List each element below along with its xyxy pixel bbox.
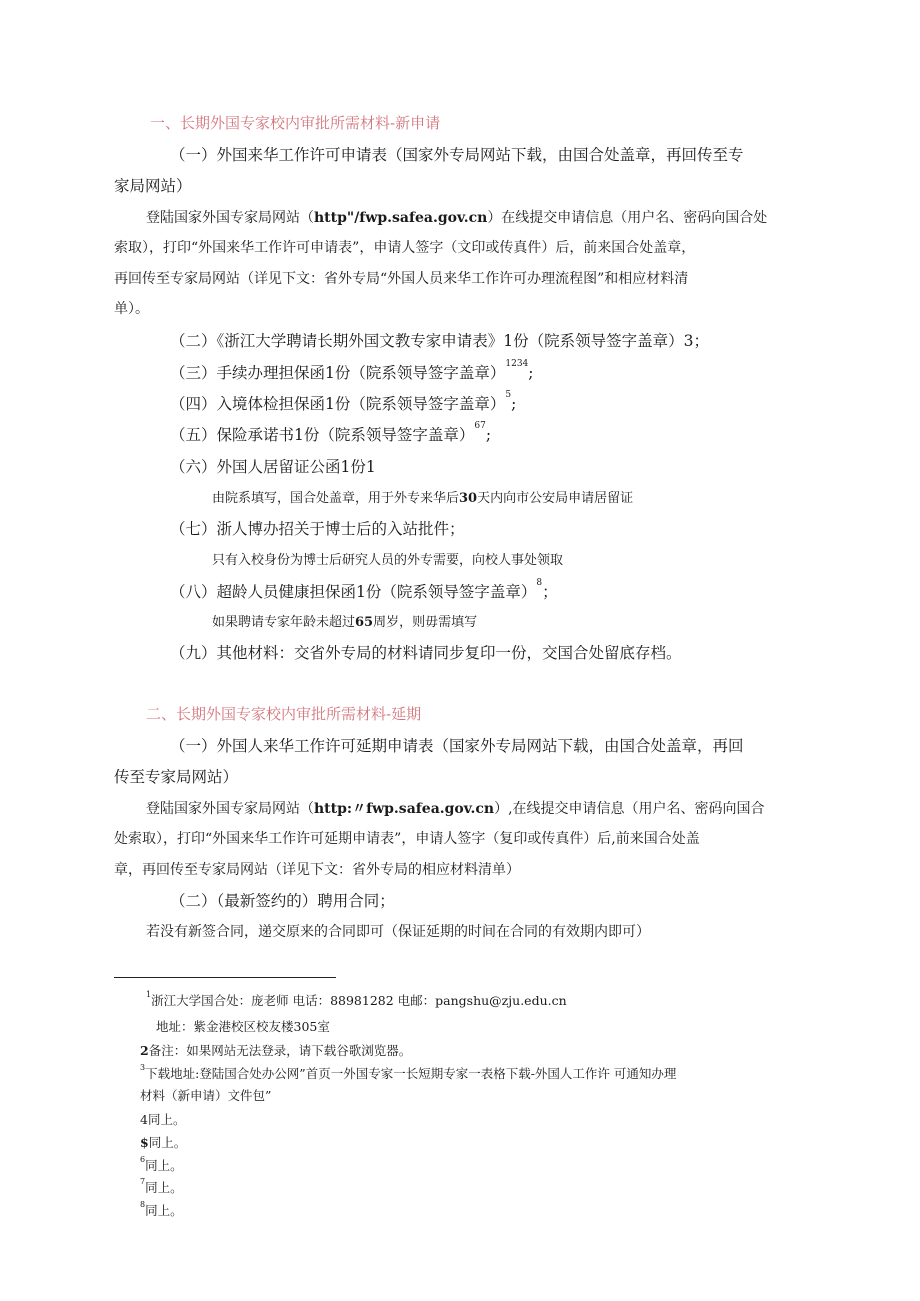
s1-item8 <box>170 580 558 602</box>
footnote-separator <box>114 977 336 978</box>
footnote-1-marker: 1 <box>146 990 152 999</box>
s1-item3-footnote-ref: 1234 <box>505 359 529 369</box>
s2-item1-title-line1: （一）外国人来华工作许可延期申请表（国家外专局网站下载，由国合处盖章，再回 <box>170 737 744 755</box>
s2-item1-paragraph-line2: 处索取），打印“外国来华工作许可延期申请表”，申请人签字（复印或传真件）后,前来国合处盖 <box>114 831 700 847</box>
s1-item1-text-pre: 登陆国家外国专家局网站（ <box>146 210 314 226</box>
s2-item1-text-post: ）,在线提交申请信息（用户名、密码向国合 <box>494 801 765 817</box>
s1-item1-paragraph-line1 <box>146 207 767 227</box>
footnote-2 <box>140 1041 411 1059</box>
s1-item1-paragraph-line2: 索取），打印“外国来华工作许可申请表”，申请人签字（文印或传真件）后，前来国合处盖章， <box>114 240 696 256</box>
footnote-8-marker: 8 <box>140 1200 146 1209</box>
footnote-6-marker: 6 <box>140 1155 146 1164</box>
s1-item8-text: （八）超龄人员健康担保函1份（院系领导签字盖章） <box>170 583 537 601</box>
s1-item1-url: http"/fwp.safea.gov.cn <box>314 210 488 226</box>
s2-item1-paragraph-line1 <box>146 798 765 818</box>
section2-heading: 二、长期外国专家校内审批所需材料-延期 <box>146 705 422 723</box>
s2-note: 若没有新签合同，递交原来的合同即可（保证延期的时间在合同的有效期内即可） <box>146 924 650 940</box>
s1-item3 <box>170 361 534 383</box>
s1-item5-text: （五）保险承诺书1份（院系领导签字盖章） <box>170 426 475 444</box>
s1-item1-title-line1: （一）外国来华工作许可申请表（国家外专局网站下载，由国合处盖章，再回传至专 <box>170 146 744 164</box>
footnote-8-text: 同上。 <box>145 1203 183 1218</box>
s1-item4-footnote-ref: 5 <box>505 390 512 400</box>
footnote-2-marker: 2 <box>140 1043 149 1058</box>
s1-item1-text-post: ）在线提交申请信息（用户名、密码向国合处 <box>487 210 768 226</box>
s2-item1-title-line2: 传至专家局网站） <box>114 768 239 786</box>
footnote-4: 4同上。 <box>140 1112 186 1127</box>
s1-item7: （七）浙人博办招关于博士后的入站批件； <box>170 520 465 538</box>
footnote-1-text: 浙江大学国合处：庞老师 电话：88981282 电邮：pangshu@zju.edu.cn <box>151 993 567 1008</box>
s1-item4-text: （四）入境体检担保函1份（院系领导签字盖章） <box>170 395 506 413</box>
s2-item1-paragraph-line3: 章，再回传至专家局网站（详见下文：省外专局的相应材料清单） <box>114 862 520 878</box>
footnote-3-marker: 3 <box>140 1063 146 1072</box>
footnote-5-marker: $ <box>140 1135 149 1150</box>
s1-item8-note-post: 周岁，则毋需填写 <box>373 615 478 630</box>
s1-item8-end: ； <box>542 583 558 601</box>
s1-item6-note <box>212 487 633 506</box>
s1-item4 <box>170 392 516 414</box>
s1-item4-end: ; <box>511 395 517 413</box>
s1-item1-paragraph-line4: 单）。 <box>114 301 149 317</box>
s1-item3-text: （三）手续办理担保函1份（院系领导签字盖章） <box>170 364 506 382</box>
footnote-1-address: 地址：紫金港校区校友楼305室 <box>156 1019 330 1034</box>
footnote-5 <box>140 1133 186 1151</box>
s1-item8-note <box>212 611 477 630</box>
footnote-3-text-cont: 可通知办理 <box>613 1066 677 1081</box>
footnote-6-text: 同上。 <box>145 1158 183 1173</box>
s1-item8-note-age: 65 <box>355 615 374 630</box>
s1-item1-title-line2: 家局网站） <box>114 177 192 195</box>
s1-item7-note: 只有入校身份为博士后研究人员的外专需要，向校人事处领取 <box>212 553 564 568</box>
s1-item5-footnote-ref: 67 <box>474 421 486 431</box>
s1-item5 <box>170 423 491 445</box>
s1-item6-note-days: 30 <box>459 491 478 506</box>
s1-item6: （六）外国人居留证公函1份1 <box>170 458 376 476</box>
s1-item6-note-post: 天内向市公安局申请居留证 <box>477 491 634 506</box>
footnote-2-text: 备注：如果网站无法登录，请下载谷歌浏览器。 <box>148 1043 412 1058</box>
s1-item8-footnote-ref: 8 <box>536 578 543 588</box>
footnote-3-text: 下载地址:登陆国合处办公网”首页一外国专家一长短期专家一表格下载-外国人工作许 <box>145 1066 610 1081</box>
footnote-7-text: 同上。 <box>145 1180 183 1195</box>
footnote-3-line2: 材料（新申请）文件包” <box>140 1088 272 1103</box>
section1-heading: 一、长期外国专家校内审批所需材料-新申请 <box>150 114 441 132</box>
s2-item1-url: http:〃fwp.safea.gov.cn <box>314 801 495 817</box>
footnote-7 <box>140 1178 183 1196</box>
s1-item9: （九）其他材料：交省外专局的材料请同步复印一份，交国合处留底存档。 <box>170 644 682 662</box>
footnote-7-marker: 7 <box>140 1177 146 1186</box>
s1-item2: （二）《浙江大学聘请长期外国文教专家申请表》1份（院系领导签字盖章）3； <box>170 332 709 350</box>
s2-item1-text-pre: 登陆国家外国专家局网站（ <box>146 801 314 817</box>
s2-item2: （二）（最新签约的）聘用合同； <box>170 892 395 910</box>
footnote-1 <box>146 991 567 1009</box>
s1-item8-note-pre: 如果聘请专家年龄未超过 <box>212 615 356 630</box>
footnote-8 <box>140 1201 183 1219</box>
s1-item5-end: ; <box>485 426 492 444</box>
footnote-6 <box>140 1156 183 1174</box>
s1-item1-paragraph-line3: 再回传至专家局网站（详见下文：省外专局“外国人员来华工作许可办理流程图”和相应材料清 <box>114 271 689 287</box>
footnote-3-line1 <box>140 1064 676 1082</box>
footnote-5-text: 同上。 <box>148 1135 187 1150</box>
s1-item3-end: ; <box>528 364 534 382</box>
s1-item6-note-pre: 由院系填写，国合处盖章，用于外专来华后 <box>212 491 460 506</box>
